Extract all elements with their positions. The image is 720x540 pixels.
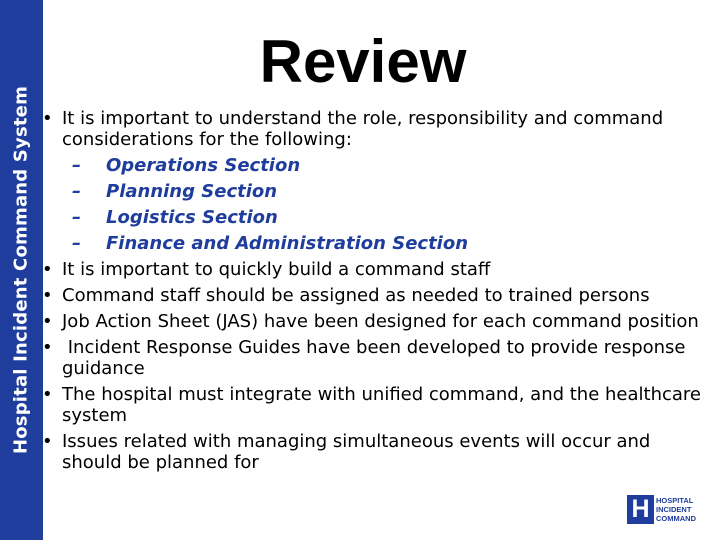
bullet-item [42, 285, 714, 306]
sub-bullet-planning: – Planning Section [62, 181, 714, 202]
slide-title: Review [259, 28, 467, 95]
bullet-item [42, 259, 714, 280]
logo-wordmark [656, 496, 696, 523]
bullet-text: Issues related with managing simultaneous events will occur and should be planned for [62, 431, 651, 473]
sidebar-banner [0, 0, 43, 540]
logo-line: COMMAND [656, 514, 696, 523]
logo-line: HOSPITAL [656, 496, 694, 505]
bullet-text: Job Action Sheet (JAS) have been designed for each command position [62, 311, 699, 332]
bullet-item [42, 108, 714, 254]
sidebar-title: Hospital Incident Command System [10, 85, 32, 455]
bullet-text: Command staff should be assigned as needed to trained persons [62, 285, 650, 306]
bullet-list [42, 108, 714, 478]
sub-bullet-finance: – Finance and Administration Section [62, 233, 714, 254]
bullet-text: The hospital must integrate with unified command, and the healthcare system [62, 384, 701, 426]
sub-bullet-logistics: – Logistics Section [62, 207, 714, 228]
bullet-text: Incident Response Guides have been developed to provide response guidance [62, 337, 692, 379]
bullet-item [42, 311, 714, 332]
hics-logo [627, 495, 699, 524]
bullet-text: It is important to understand the role, responsibility and command considerations for the following: [62, 108, 664, 150]
bullet-item [42, 337, 714, 379]
bullet-item [42, 431, 714, 473]
sub-bullet-operations: – Operations Section [62, 155, 714, 176]
bullet-item [42, 384, 714, 426]
logo-h-mark: H [627, 495, 654, 524]
bullet-text: It is important to quickly build a command staff [62, 259, 491, 280]
logo-line: INCIDENT [656, 505, 692, 514]
sub-bullet-list [62, 155, 714, 254]
